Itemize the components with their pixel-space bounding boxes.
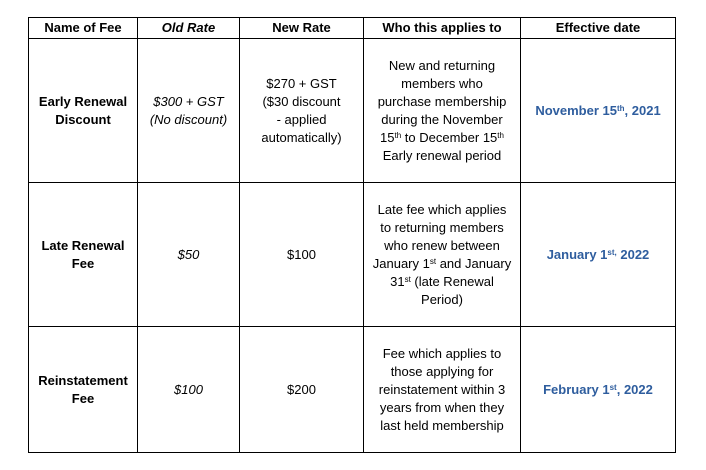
effective-date-text: November 15 [535, 102, 617, 118]
fee-name-line: Early Renewal [38, 93, 128, 109]
old-rate-cell: $100 [138, 327, 240, 453]
header-effective-date: Effective date [521, 18, 676, 39]
old-rate-cell [138, 39, 240, 183]
who-applies-cell [364, 327, 521, 453]
fee-name-cell [29, 39, 138, 183]
header-who-applies: Who this applies to [364, 18, 521, 39]
effective-date-text: January 1 [546, 246, 608, 262]
table-row-early-renewal [29, 39, 676, 183]
old-rate-line: (No discount) [149, 111, 228, 127]
effective-date-cell [521, 183, 676, 327]
ordinal-suffix: th [394, 130, 402, 140]
who-line: New and returning [388, 57, 496, 73]
ordinal-suffix: th [616, 103, 625, 113]
old-rate-line: $300 + GST [153, 93, 224, 109]
ordinal-suffix: st [609, 382, 617, 392]
who-line [368, 129, 516, 147]
who-text: January 1 [372, 255, 430, 271]
who-line: who renew between [384, 237, 500, 253]
who-line: during the November [381, 111, 503, 127]
table-row-late-renewal [29, 183, 676, 327]
who-line: years from when they [379, 399, 505, 415]
who-text: to December 15 [401, 129, 498, 145]
fee-name-cell [29, 327, 138, 453]
who-line: Fee which applies to [382, 345, 502, 361]
fee-name-line: Reinstatement [38, 372, 128, 388]
ordinal-suffix: th [497, 130, 504, 140]
effective-date-text: 2022 [616, 246, 650, 262]
fee-name-line: Discount [55, 111, 111, 127]
effective-date-cell [521, 327, 676, 453]
header-row [29, 18, 676, 39]
ordinal-suffix: st [429, 256, 437, 266]
effective-date-cell [521, 39, 676, 183]
who-line [368, 255, 516, 273]
who-line: Period) [421, 291, 463, 307]
fee-name-cell [29, 183, 138, 327]
new-rate-cell: $100 [240, 183, 364, 327]
who-text: 15 [380, 129, 395, 145]
effective-date-text: , 2022 [616, 381, 653, 397]
who-line: last held membership [380, 417, 504, 433]
who-text: 31 [390, 273, 405, 289]
header-name-of-fee: Name of Fee [29, 18, 138, 39]
fee-table [28, 17, 676, 453]
table-row-reinstatement [29, 327, 676, 453]
who-line: to returning members [380, 219, 504, 235]
who-line: members who [401, 75, 483, 91]
new-rate-cell [240, 39, 364, 183]
who-text: and January [436, 255, 512, 271]
old-rate-cell: $50 [138, 183, 240, 327]
header-new-rate: New Rate [240, 18, 364, 39]
new-rate-cell: $200 [240, 327, 364, 453]
who-line: purchase membership [377, 93, 507, 109]
new-rate-line: ($30 discount [262, 93, 341, 109]
new-rate-line: - applied [276, 111, 327, 127]
new-rate-line: $270 + GST [266, 75, 337, 91]
header-old-rate: Old Rate [138, 18, 240, 39]
fee-name-line: Fee [71, 255, 95, 271]
who-line: Early renewal period [382, 147, 502, 163]
effective-date-text: , 2021 [624, 102, 661, 118]
fee-name-line: Fee [71, 390, 95, 406]
ordinal-suffix: st [404, 274, 411, 284]
who-applies-cell [364, 183, 521, 327]
effective-date-text: February 1 [543, 381, 610, 397]
who-applies-cell [364, 39, 521, 183]
who-line: those applying for [390, 363, 494, 379]
fee-name-line: Late Renewal [41, 237, 125, 253]
who-line: reinstatement within 3 [378, 381, 506, 397]
ordinal-suffix: st, [607, 247, 617, 257]
who-line [368, 273, 516, 291]
who-line: Late fee which applies [377, 201, 507, 217]
new-rate-line: automatically) [261, 129, 342, 145]
who-text: (late Renewal [410, 273, 494, 289]
